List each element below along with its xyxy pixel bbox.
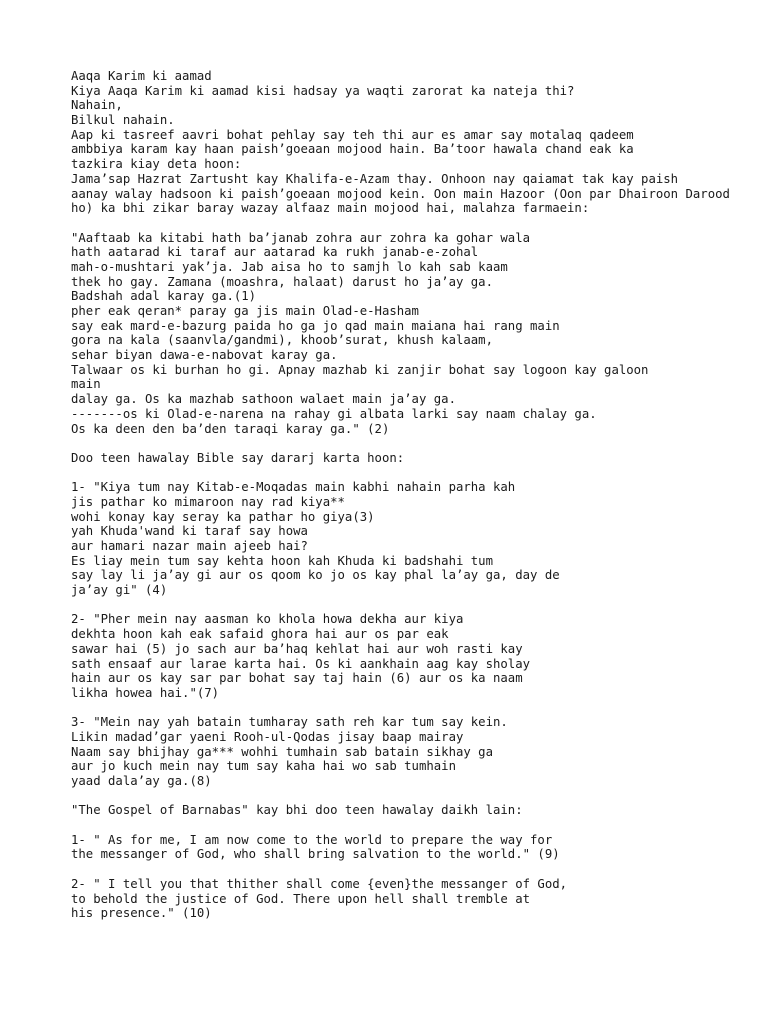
text-line: ja’ay gi" (4) [71,583,168,598]
text-line: ambbiya karam kay haan paish’goeaan mojood hain. Ba’toor hawala chand eak ka [71,142,634,157]
text-line: Es liay mein tum say kehta hoon kah Khuda ki badshahi tum [71,553,493,568]
text-line: jis pathar ko mimaroon nay rad kiya** [71,494,345,509]
blank-line [71,466,761,481]
text-line: Aap ki tasreef aavri bohat pehlay say teh thi aur es amar say motalaq qadeem [71,127,634,142]
text-line: gora na kala (saanvla/gandmi), khoob’surat, khush kalaam, [71,333,493,348]
text-line: -------os ki Olad-e-narena na rahay gi albata larki say naam chalay ga. [71,406,597,421]
text-line: "Aaftaab ka kitabi hath ba’janab zohra aur zohra ka gohar wala [71,230,531,245]
blank-line [71,818,761,833]
text-line: say lay li ja’ay gi aur os qoom ko jo os kay phal la’ay ga, day de [71,568,560,583]
text-line: Jama’sap Hazrat Zartusht kay Khalifa-e-Azam thay. Onhoon nay qaiamat tak kay paish [71,171,679,186]
blank-line [71,789,761,804]
text-line: 1- "Kiya tum nay Kitab-e-Moqadas main kabhi nahain parha kah [71,480,516,495]
text-line: sehar biyan dawa-e-nabovat karay ga. [71,348,338,363]
text-line: Bilkul nahain. [71,113,175,128]
text-line: ho) ka bhi zikar baray wazay alfaaz main mojood hai, malahza farmaein: [71,201,590,216]
text-line: his presence." (10) [71,906,212,921]
text-line: Nahain, [71,98,123,113]
text-line: Likin madad’gar yaeni Rooh-ul-Qodas jisay baap mairay [71,729,464,744]
text-line: 1- " As for me, I am now come to the world to prepare the way for [71,832,553,847]
text-line: tazkira kiay deta hoon: [71,157,242,172]
blank-line [71,701,761,716]
text-line: 2- "Pher mein nay aasman ko khola howa dekha aur kiya [71,612,464,627]
text-line: hath aatarad ki taraf aur aatarad ka rukh janab-e-zohal [71,245,479,260]
text-line: the messanger of God, who shall bring salvation to the world." (9) [71,847,560,862]
text-line: to behold the justice of God. There upon hell shall tremble at [71,891,531,906]
document-text [71,69,761,921]
text-line: yaad dala’ay ga.(8) [71,774,212,788]
text-line: Os ka deen den ba’den taraqi karay ga." (2) [71,421,390,436]
text-line: likha howea hai."(7) [71,685,220,700]
text-line: Aaqa Karim ki aamad [71,69,212,83]
text-line: Kiya Aaqa Karim ki aamad kisi hadsay ya waqti zarorat ka nateja thi? [71,83,575,98]
text-line: Doo teen hawalay Bible say dararj karta hoon: [71,450,405,465]
text-line: mah-o-mushtari yak’ja. Jab aisa ho to samjh lo kah sab kaam [71,259,508,274]
text-line: thek ho gay. Zamana (moashra, halaat) darust ho ja’ay ga. [71,274,493,289]
text-line: say eak mard-e-bazurg paida ho ga jo qad main maiana hai rang main [71,318,560,333]
text-line: 3- "Mein nay yah batain tumharay sath reh kar tum say kein. [71,715,508,730]
text-line: Naam say bhijhay ga*** wohhi tumhain sab batain sikhay ga [71,744,493,759]
text-line: dekhta hoon kah eak safaid ghora hai aur os par eak [71,627,449,642]
text-line: dalay ga. Os ka mazhab sathoon walaet main ja’ay ga. [71,392,456,407]
text-line: "The Gospel of Barnabas" kay bhi doo teen hawalay daikh lain: [71,803,523,818]
blank-line [71,598,761,613]
text-line: pher eak qeran* paray ga jis main Olad-e-Hasham [71,304,419,318]
text-line: Talwaar os ki burhan ho gi. Apnay mazhab ki zanjir bohat say logoon kay galoon [71,362,649,377]
text-line: yah Khuda'wand ki taraf say howa [71,524,308,539]
text-line: wohi konay kay seray ka pathar ho giya(3) [71,509,375,524]
blank-line [71,436,761,451]
text-line: aanay walay hadsoon ki paish’goeaan mojood kein. Oon main Hazoor (Oon par Dhairoon Darood [71,186,730,201]
text-line: 2- " I tell you that thither shall come {even}the messanger of God, [71,876,568,891]
text-line: Badshah adal karay ga.(1) [71,289,257,304]
text-line: aur hamari nazar main ajeeb hai? [71,539,308,553]
text-line: hain aur os kay sar par bohat say taj hain (6) aur os ka naam [71,671,523,686]
blank-line [71,216,761,231]
text-line: sawar hai (5) jo sach aur ba’haq kehlat hai aur woh rasti kay [71,641,523,656]
text-line: aur jo kuch mein nay tum say kaha hai wo sab tumhain [71,759,456,774]
text-line: main [71,377,101,392]
blank-line [71,862,761,877]
text-line: sath ensaaf aur larae karta hai. Os ki aankhain aag kay sholay [71,656,531,671]
